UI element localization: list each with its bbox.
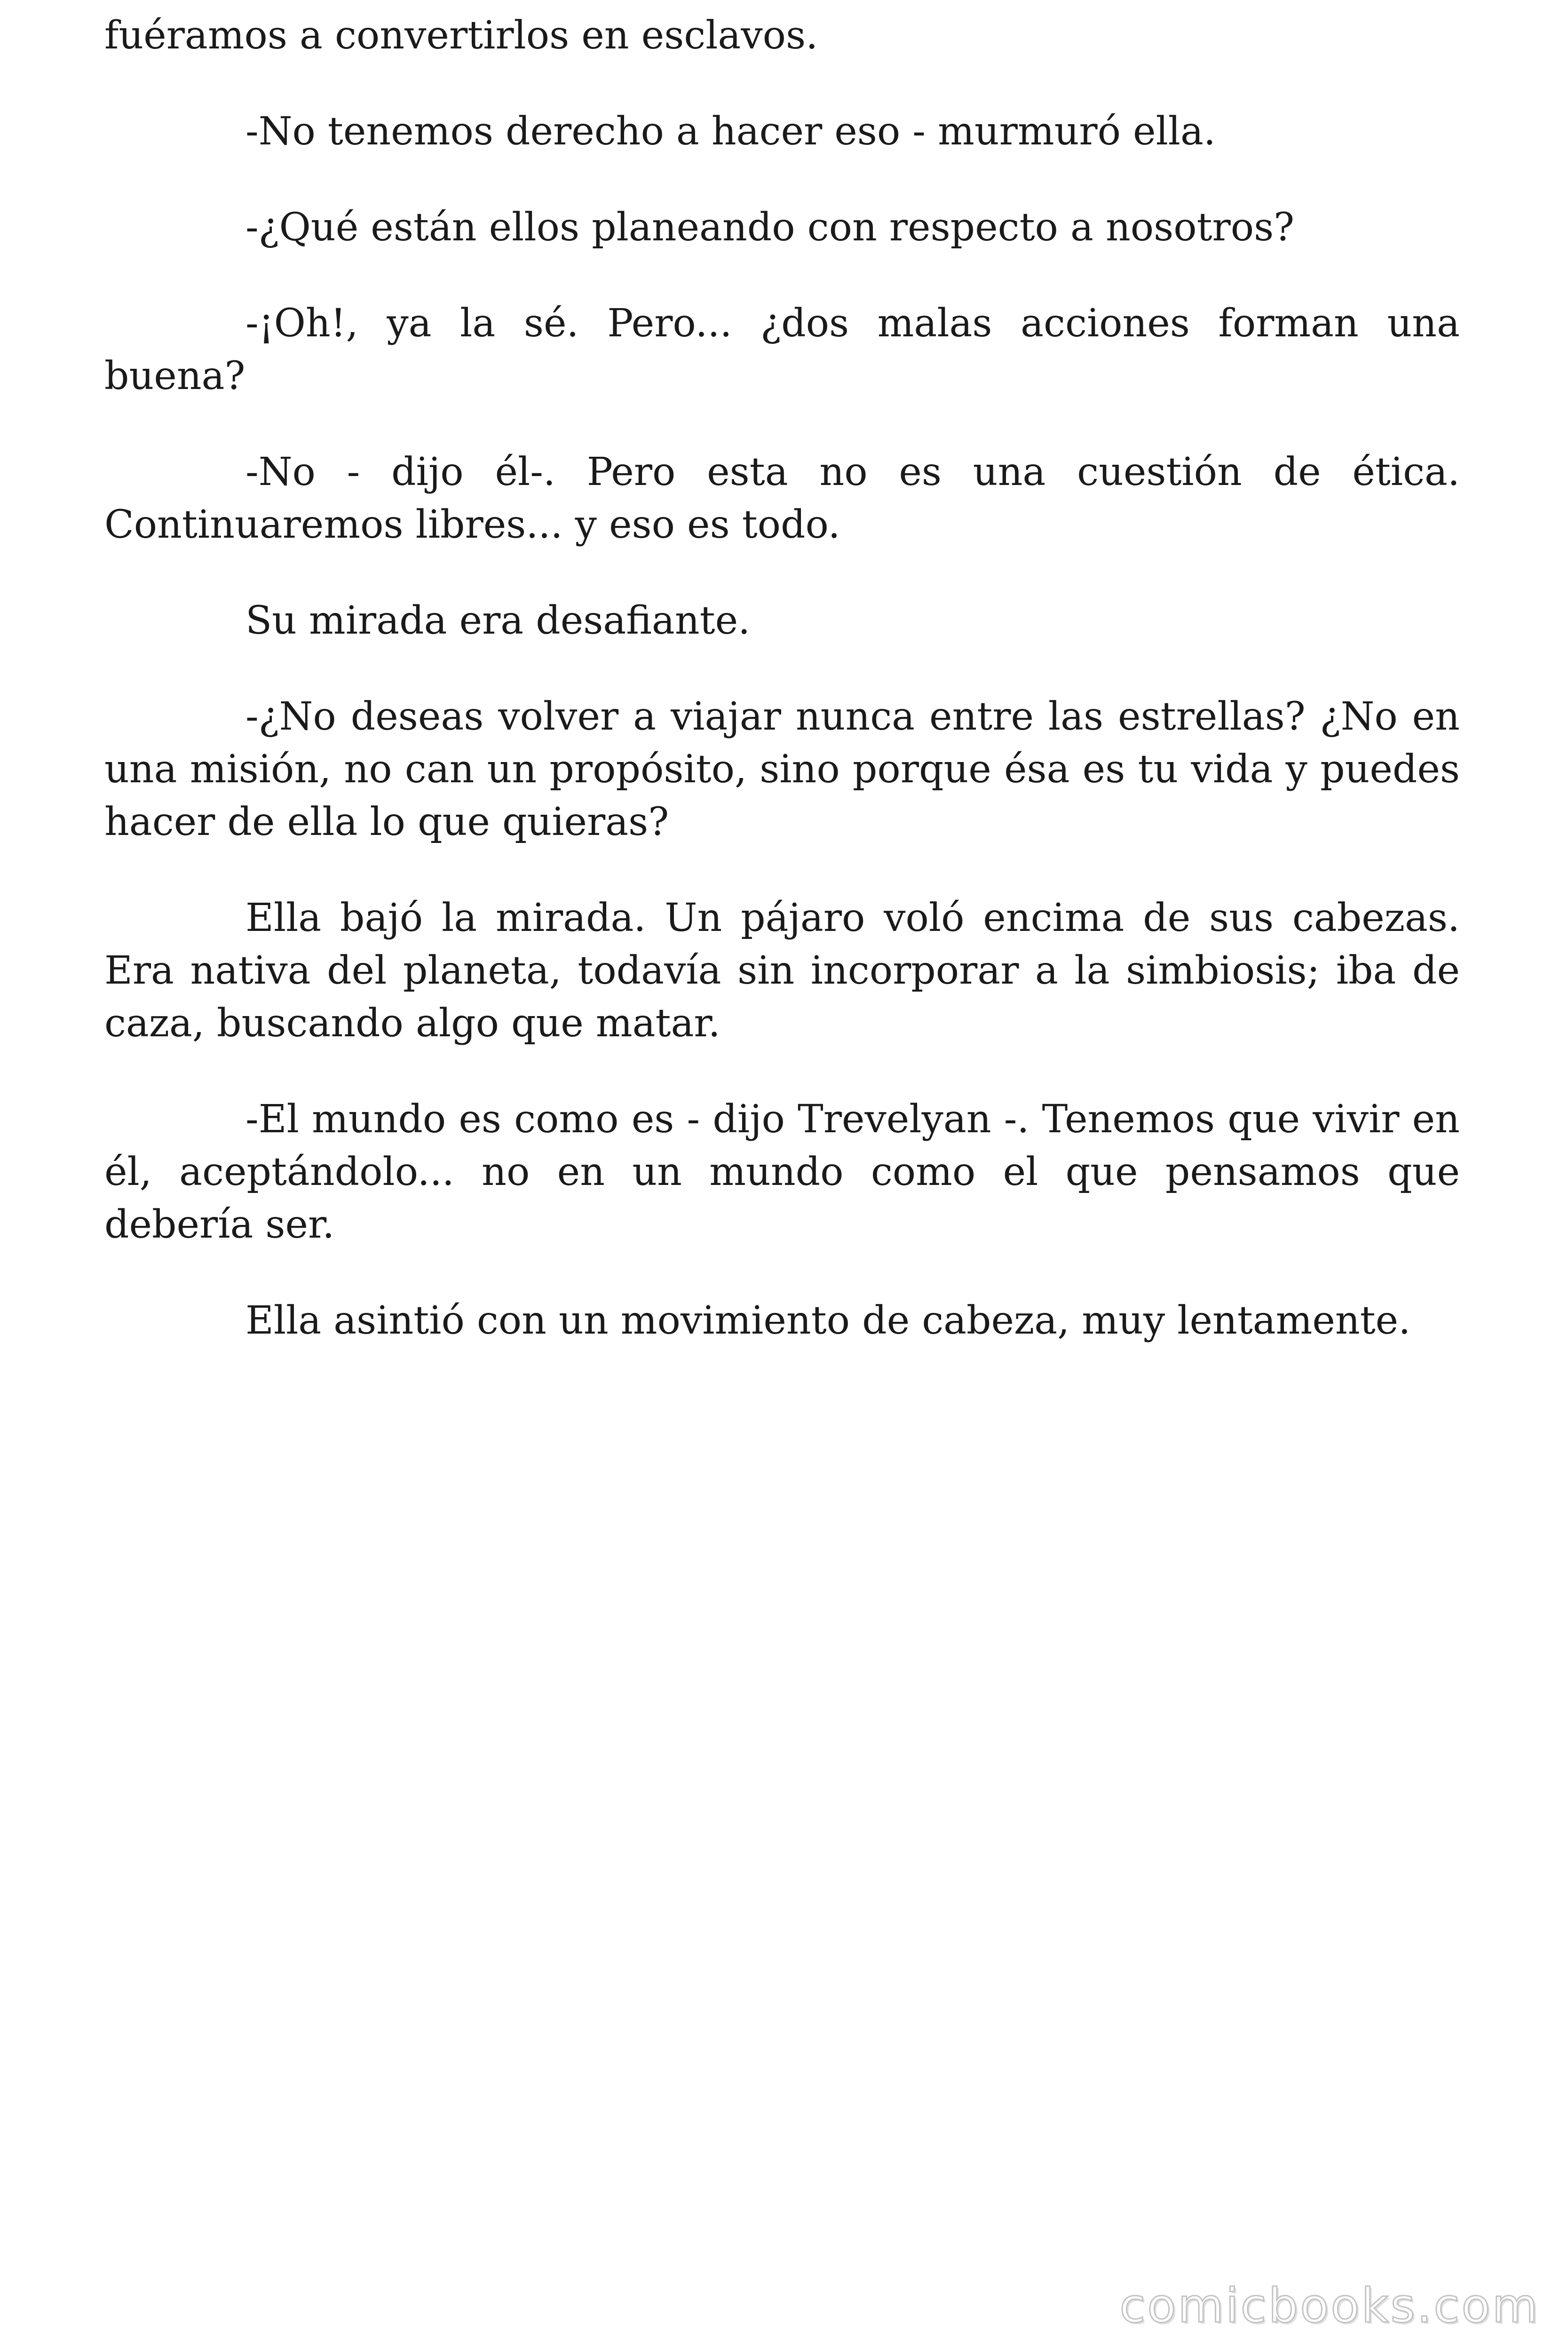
paragraph: fuéramos a convertirlos en esclavos.: [104, 13, 818, 58]
paragraph: Ella asintió con un movimiento de cabeza, muy lentamente.: [245, 1298, 1411, 1343]
watermark: comicbooks.com: [1119, 2278, 1540, 2333]
paragraph: -No tenemos derecho a hacer eso - murmuró ella.: [245, 109, 1216, 154]
paragraph: -¿Qué están ellos planeando con respecto a nosotros?: [245, 205, 1295, 250]
paragraph: -El mundo es como es - dijo Trevelyan -. Tenemos que vivir en él, aceptándolo... no en un mundo como el que pensamos que debería ser.: [104, 1097, 1460, 1247]
paragraph: -¿No deseas volver a viajar nunca entre las estrellas? ¿No en una misión, no can un propósito, sino porque ésa es tu vida y puedes hacer de ella lo que quieras?: [104, 694, 1460, 844]
paragraph: -No - dijo él-. Pero esta no es una cuestión de ética. Continuaremos libres... y eso es todo.: [104, 450, 1460, 547]
page-body: [104, 9, 1460, 1391]
paragraph: Ella bajó la mirada. Un pájaro voló encima de sus cabezas. Era nativa del planeta, todavía sin incorporar a la simbiosis; iba de caza, buscando algo que matar.: [104, 896, 1460, 1046]
paragraph: -¡Oh!, ya la sé. Pero... ¿dos malas acciones forman una buena?: [104, 301, 1460, 398]
paragraph: Su mirada era desafiante.: [245, 598, 751, 643]
